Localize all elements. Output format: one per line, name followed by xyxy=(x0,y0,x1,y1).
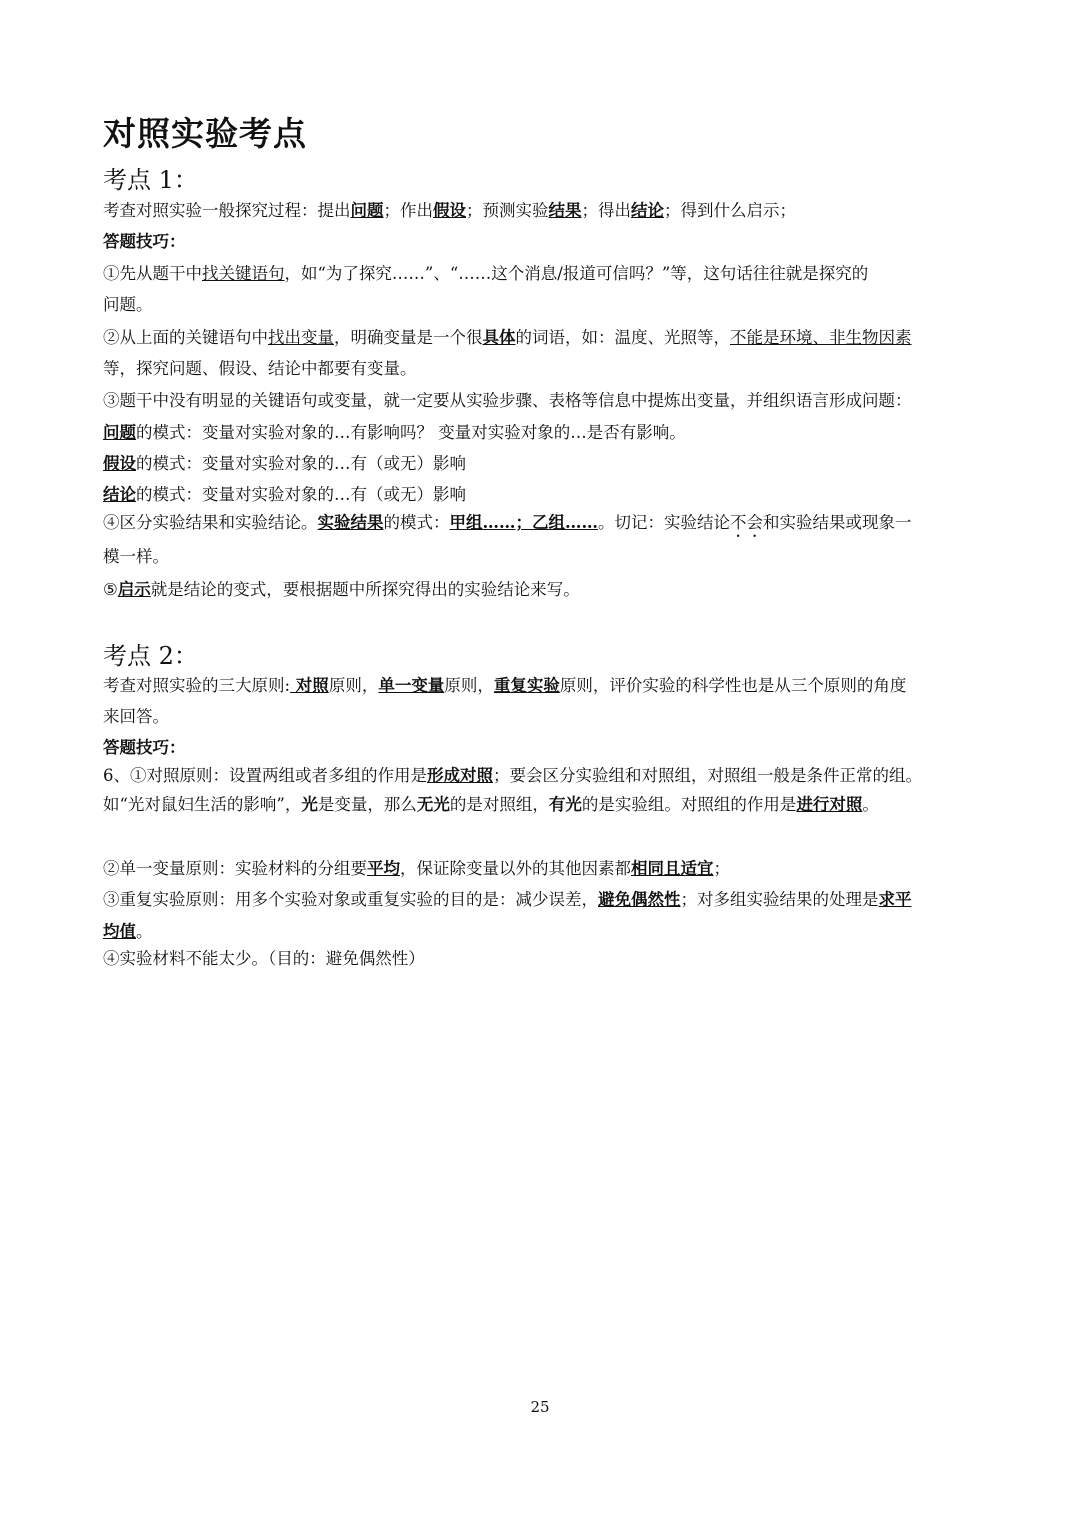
text-run: ⑤ xyxy=(103,580,118,599)
text-run: ③重复实验原则：用多个实验对象或重复实验的目的是：减少误差， xyxy=(103,890,598,909)
section-2-intro-line-2: 来回答。 xyxy=(103,707,169,726)
text-run: ②从上面的关键语句中 xyxy=(103,328,268,347)
text-run: 的是对照组， xyxy=(449,795,549,814)
section-2-heading: 考点 2： xyxy=(103,642,198,670)
keyword: 找出变量 xyxy=(268,328,334,347)
text-run: 原则，评价实验的科学性也是从三个原则的角度 xyxy=(559,676,907,695)
text-run: ；作出 xyxy=(383,201,433,220)
text-run: ，明确变量是一个很 xyxy=(334,328,483,347)
tip-1-line-2: 问题。 xyxy=(103,295,153,314)
section-2-intro-line-1 xyxy=(103,670,1038,701)
tip-4-line-2: 模一样。 xyxy=(103,547,169,566)
tip-2-line-2: 等，探究问题、假设、结论中都要有变量。 xyxy=(103,359,417,378)
text-run: 的模式：变量对实验对象的…有（或无）影响 xyxy=(136,454,466,473)
keyword: 无光 xyxy=(416,795,450,814)
text-run: 的是实验组。对照组的作用是 xyxy=(581,795,797,814)
keyword: 问题 xyxy=(103,423,136,442)
tip-6-line-1 xyxy=(103,760,1038,791)
tip-3-line-1: ③题干中没有明显的关键语句或变量，就一定要从实验步骤、表格等信息中提炼出变量，并组织语言形成问题： xyxy=(103,391,912,410)
keyword: 结论 xyxy=(631,201,664,220)
text-run: 原则， xyxy=(328,676,379,695)
text-run: ④区分实验结果和实验结论。 xyxy=(103,513,318,532)
keyword: 形成对照 xyxy=(427,766,493,785)
text-run: 。 xyxy=(862,795,879,814)
text-run: ②单一变量原则：实验材料的分组要 xyxy=(103,859,367,878)
keyword: 有光 xyxy=(548,795,582,814)
tip-3-line-2 xyxy=(103,417,1038,448)
text-run: ；得到什么启示； xyxy=(664,201,796,220)
keyword: 结论 xyxy=(103,485,136,504)
tip-2-line-1 xyxy=(103,322,1038,353)
keyword: 甲组……；乙组…… xyxy=(449,513,598,532)
keyword: 实验结果 xyxy=(317,513,384,532)
keyword: 均值 xyxy=(103,922,136,941)
keyword: 对照 xyxy=(290,676,329,695)
keyword: 找关键语句 xyxy=(202,264,285,283)
tip-7 xyxy=(103,853,1038,884)
section-1-heading: 考点 1： xyxy=(103,166,198,194)
text-run: 的模式：变量对实验对象的…有（或无）影响 xyxy=(136,485,466,504)
tip-3-line-4 xyxy=(103,479,1038,510)
text-run: 。 xyxy=(136,922,153,941)
tip-3-line-3 xyxy=(103,448,1038,479)
keyword: 平均 xyxy=(367,859,400,878)
tip-9: ④实验材料不能太少。（目的：避免偶然性） xyxy=(103,949,425,968)
text-run: 就是结论的变式，要根据题中所探究得出的实验结论来写。 xyxy=(150,580,580,599)
text-run: ①先从题干中 xyxy=(103,264,202,283)
text-run: ，保证除变量以外的其他因素都 xyxy=(400,859,631,878)
keyword: 不能是环境、非生物因素 xyxy=(730,328,912,347)
keyword: 具体 xyxy=(482,328,516,347)
page-number: 25 xyxy=(530,1398,550,1416)
tip-1-line-1 xyxy=(103,258,1038,289)
tips-label: 答题技巧： xyxy=(103,232,186,251)
tip-5 xyxy=(103,574,1038,605)
text-run: ；得出 xyxy=(581,201,631,220)
text-run: ，如“为了探究……”、“……这个消息/报道可信吗？”等，这句话往往就是探究的 xyxy=(284,264,869,283)
keyword: 启示 xyxy=(117,580,151,599)
section-1-intro xyxy=(103,195,1038,226)
keyword: 避免偶然性 xyxy=(598,890,681,909)
tip-4-line-1 xyxy=(103,507,1038,541)
keyword: 结果 xyxy=(548,201,582,220)
text-run: 的词语，如：温度、光照等， xyxy=(515,328,730,347)
keyword: 光 xyxy=(301,795,318,814)
keyword: 进行对照 xyxy=(796,795,863,814)
keyword: 单一变量 xyxy=(378,676,445,695)
text-run: ； xyxy=(713,859,730,878)
text-run: 6、①对照原则：设置两组或者多组的作用是 xyxy=(103,766,427,785)
text-run: 的模式：变量对实验对象的…有影响吗？ 变量对实验对象的…是否有影响。 xyxy=(136,423,686,442)
emphasized-text: 不会 xyxy=(730,513,763,532)
tips-label: 答题技巧： xyxy=(103,738,186,757)
page-title: 对照实验考点 xyxy=(103,114,307,153)
text-run: 考查对照实验的三大原则: xyxy=(103,676,291,695)
text-run: ；要会区分实验组和对照组，对照组一般是条件正常的组。 xyxy=(493,766,922,785)
keyword: 假设 xyxy=(103,454,136,473)
text-run: ；对多组实验结果的处理是 xyxy=(680,890,879,909)
tip-8-line-1 xyxy=(103,884,1038,915)
text-run: 是变量，那么 xyxy=(317,795,417,814)
text-run: 。切记：实验结论 xyxy=(598,513,730,532)
text-run: 考查对照实验一般探究过程：提出 xyxy=(103,201,351,220)
text-run: 原则， xyxy=(444,676,494,695)
text-run: 如“光对鼠妇生活的影响”， xyxy=(103,795,302,814)
text-run: 的模式： xyxy=(383,513,450,532)
keyword: 相同且适宜 xyxy=(631,859,714,878)
keyword: 求平 xyxy=(878,890,912,909)
text-run: ；预测实验 xyxy=(466,201,549,220)
keyword: 假设 xyxy=(433,201,466,220)
tip-6-line-2 xyxy=(103,789,1038,820)
keyword: 问题 xyxy=(350,201,384,220)
keyword: 重复实验 xyxy=(493,676,560,695)
text-run: 和实验结果或现象一 xyxy=(763,513,912,532)
